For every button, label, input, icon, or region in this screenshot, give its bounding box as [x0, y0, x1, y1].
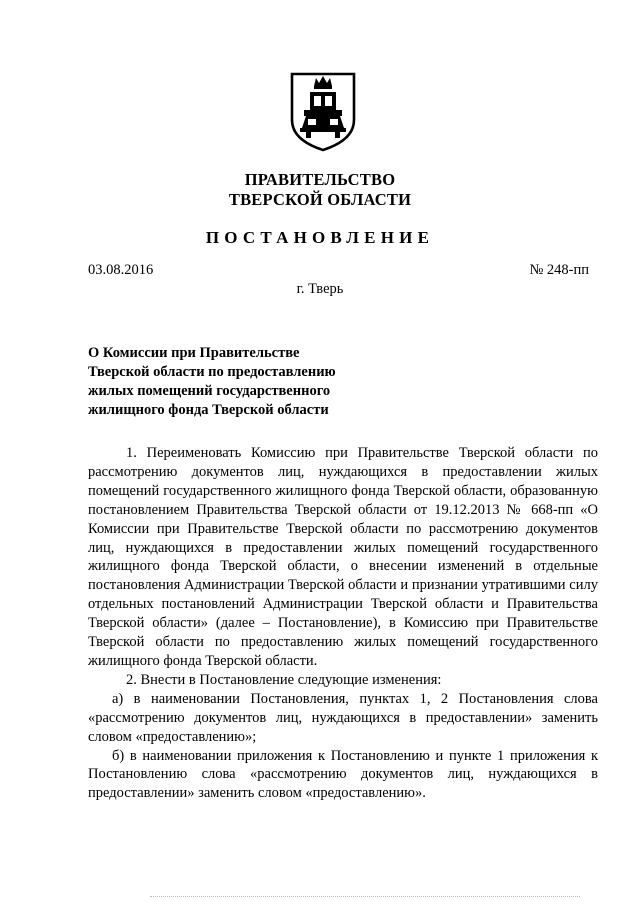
subject-line: Тверской области по предоставлению	[88, 364, 336, 380]
document-subject	[88, 344, 388, 420]
document-number: № 248-пп	[529, 262, 589, 278]
paragraph-2: 2. Внести в Постановление следующие изменения:	[126, 671, 442, 688]
document-date: 03.08.2016	[88, 262, 154, 278]
subject-line: О Комиссии при Правительстве	[88, 345, 300, 361]
subject-line: жилых помещений государственного	[88, 383, 331, 399]
government-title-line1: ПРАВИТЕЛЬСТВО	[244, 170, 396, 189]
document-type: ПОСТАНОВЛЕНИЕ	[205, 228, 435, 247]
tver-coat-of-arms-icon	[288, 70, 358, 152]
document-body	[88, 444, 598, 803]
page-bottom-edge	[150, 896, 580, 898]
paragraph-1: 1. Переименовать Комиссию при Правительстве Тверской области по рассмотрению документов лиц, нуждающихся в предоставлении жилых помещений государственного жилищного фонда Тверской области, образованную постановлением Правительства Тверской области от 19.12.2013 № 668-пп «О Комиссии при Правительстве Тверской области по рассмотрению документов лиц, нуждающихся в предоставлении жилых помещений государственного жилищного фонда Тверской области, о внесении изменений в отдельные постановления Администрации Тверской области и признании утратившими силу отдельных постановлений Администрации Тверской области и Правительства Тверской области» (далее – Постановление), в Комиссию при Правительстве Тверской области по предоставлению жилых помещений государственного жилищного фонда Тверской области.	[88, 445, 598, 669]
paragraph-2a: а) в наименовании Постановления, пунктах 1, 2 Постановления слова «рассмотрению документов лиц, нуждающихся в предоставлении» заменить словом «предоставлению»;	[88, 690, 598, 745]
subject-line: жилищного фонда Тверской области	[88, 402, 329, 418]
government-title-line2: ТВЕРСКОЙ ОБЛАСТИ	[228, 190, 412, 209]
document-city: г. Тверь	[296, 281, 344, 297]
paragraph-2b: б) в наименовании приложения к Постановлению и пункте 1 приложения к Постановлению слова «рассмотрению документов лиц, нуждающихся в предоставлении» заменить словом «предоставлению».	[88, 747, 598, 802]
